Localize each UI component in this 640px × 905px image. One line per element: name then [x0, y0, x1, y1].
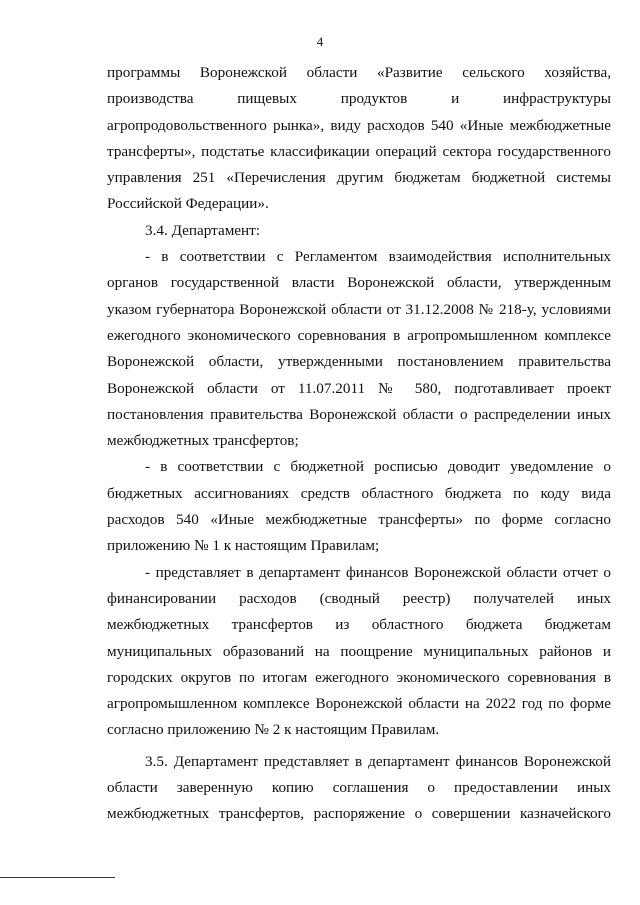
text-line: межбюджетных трансфертов, распоряжение о совершении казначейского: [107, 805, 611, 823]
text-line: Воронежской области от 11.07.2011 № 580, подготавливает проект: [107, 379, 611, 397]
text-line: органов государственной власти Воронежской области, утвержденным: [107, 274, 611, 292]
text-line: межбюджетных трансфертов;: [107, 432, 299, 450]
text-line: городских округов по итогам ежегодного экономического соревнования в: [107, 668, 611, 686]
text-line: программы Воронежской области «Развитие сельского хозяйства,: [107, 64, 611, 81]
text-line: межбюджетных трансфертов из областного бюджета бюджетам: [107, 616, 611, 634]
text-line: указом губернатора Воронежской области от 31.12.2008 № 218-у, условиями: [107, 300, 611, 318]
text-line: 3.4. Департамент:: [145, 221, 261, 239]
text-line: области заверенную копию соглашения о предоставлении иных: [107, 779, 611, 797]
text-line: управления 251 «Перечисления другим бюджетам бюджетной системы: [107, 169, 611, 187]
text-line: финансировании расходов (сводный реестр) получателей иных: [107, 589, 611, 607]
text-line: бюджетных ассигнованиях средств областного бюджета по коду вида: [107, 484, 611, 502]
page-number: 4: [316, 34, 324, 49]
text-line: агропромышленном комплексе Воронежской области на 2022 год по форме: [107, 695, 611, 713]
text-line: - представляет в департамент финансов Воронежской области отчет о: [145, 563, 611, 581]
text-line: согласно приложению № 2 к настоящим Правилам.: [107, 721, 440, 739]
footnote-divider: [0, 877, 115, 878]
text-line: муниципальных образований на поощрение муниципальных районов и: [107, 642, 611, 660]
text-line: расходов 540 «Иные межбюджетные трансферты» по форме согласно: [107, 511, 611, 529]
text-line: постановления правительства Воронежской области о распределении иных: [107, 405, 611, 423]
document-body: [107, 60, 611, 828]
text-line: 3.5. Департамент представляет в департамент финансов Воронежской: [145, 752, 611, 770]
text-line: Воронежской области, утвержденными постановлением правительства: [107, 353, 611, 371]
text-line: производства пищевых продуктов и инфраструктуры: [107, 90, 611, 108]
text-line: - в соответствии с Регламентом взаимодействия исполнительных: [145, 248, 611, 266]
text-line: Российской Федерации».: [107, 195, 269, 213]
text-line: ежегодного экономического соревнования в агропромышленном комплексе: [107, 326, 611, 344]
text-line: - в соответствии с бюджетной росписью доводит уведомление о: [145, 458, 611, 476]
text-line: агропродовольственного рынка», виду расходов 540 «Иные межбюджетные: [107, 116, 611, 134]
text-line: приложению № 1 к настоящим Правилам;: [107, 537, 380, 555]
text-line: трансферты», подстатье классификации операций сектора государственного: [107, 142, 611, 160]
